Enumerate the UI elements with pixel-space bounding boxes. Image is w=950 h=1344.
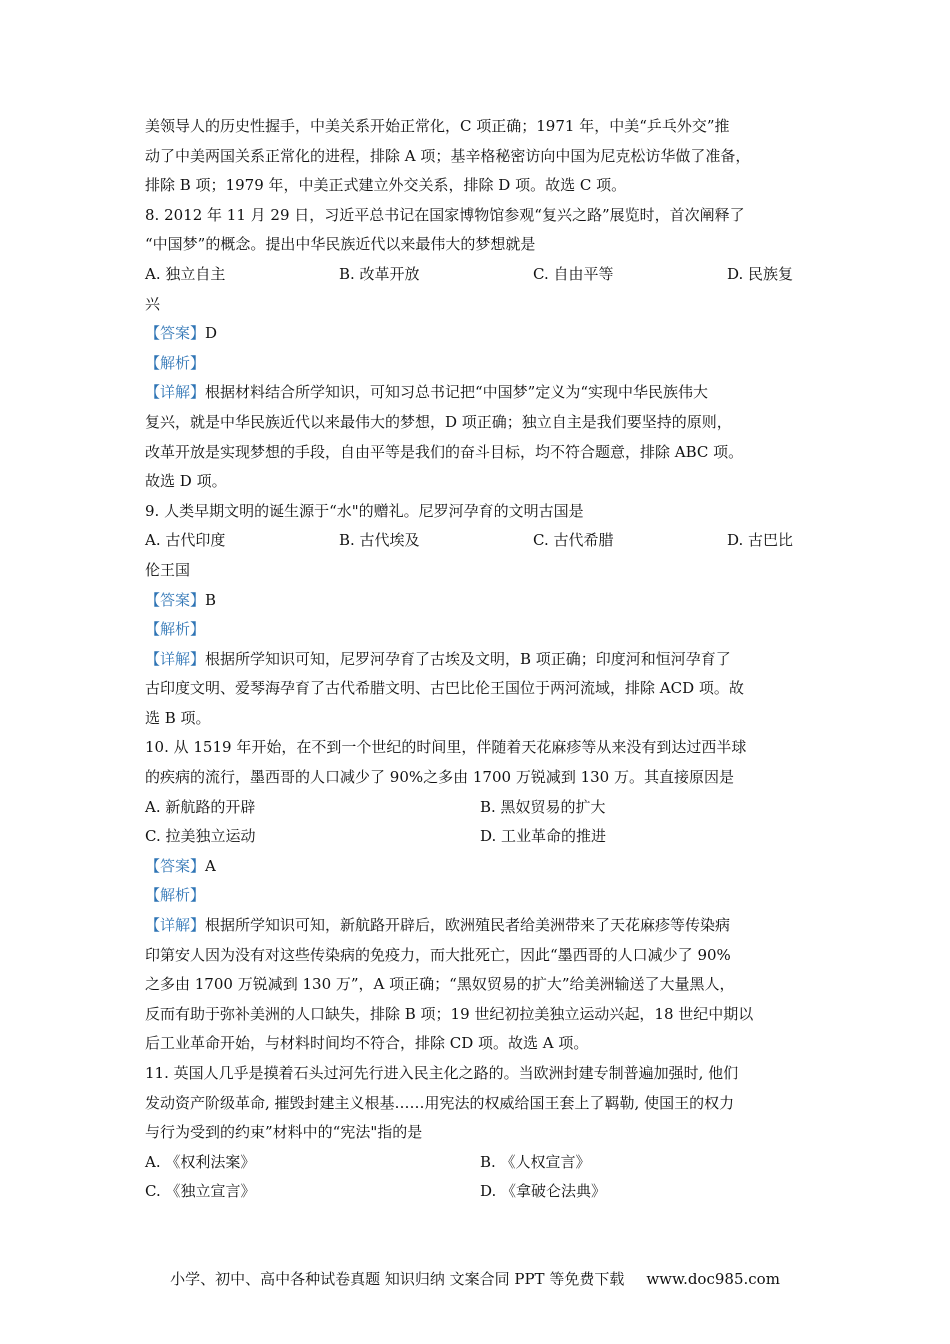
answer-tag: 【答案】 <box>145 590 206 609</box>
analysis-tag: 【解析】 <box>145 886 206 905</box>
q11-option-c: C. 《独立宣言》 <box>145 1182 256 1201</box>
q9-answer <box>145 586 815 616</box>
q9-option-c: C. 古代希腊 <box>533 531 614 550</box>
q8-answer <box>145 319 815 349</box>
q10-stem-line-1: 10. 从 1519 年开始，在不到一个世纪的时间里，伴随着天花麻疹等从来没有到达过西半球 <box>145 738 747 757</box>
q8-option-wrap: 兴 <box>145 294 161 313</box>
q11-options-row-1 <box>145 1148 815 1178</box>
q9-option-a: A. 古代印度 <box>145 531 226 550</box>
q9-analysis <box>145 615 815 645</box>
analysis-tag: 【解析】 <box>145 353 206 372</box>
q10-detail-line-5: 后工业革命开始，与材料时间均不符合，排除 CD 项。故选 A 项。 <box>145 1034 589 1053</box>
intro-line-3: 排除 B 项；1979 年，中美正式建立外交关系，排除 D 项。故选 C 项。 <box>145 176 627 195</box>
q8-option-c: C. 自由平等 <box>533 264 614 283</box>
q11-stem-line-3: 与行为受到的约束”材料中的“宪法"指的是 <box>145 1123 423 1142</box>
q9-detail-line-1 <box>145 645 815 675</box>
q8-detail-text: 根据材料结合所学知识，可知习总书记把“中国梦”定义为“实现中华民族伟大 <box>205 383 709 402</box>
q10-detail-line-3: 之多由 1700 万锐减到 130 万”，A 项正确；“黑奴贸易的扩大”给美洲输送了大量黑人， <box>145 975 735 994</box>
q10-detail-text: 根据所学知识可知，新航路开辟后，欧洲殖民者给美洲带来了天花麻疹等传染病 <box>205 916 731 935</box>
q10-detail-line-4: 反而有助于弥补美洲的人口缺失，排除 B 项；19 世纪初拉美独立运动兴起，18 世纪中期以 <box>145 1004 754 1023</box>
question-9 <box>145 497 815 734</box>
q10-option-d: D. 工业革命的推进 <box>480 827 607 846</box>
q11-stem-line-1: 11. 英国人几乎是摸着石头过河先行进入民主化之路的。当欧洲封建专制普遍加强时, 他们 <box>145 1064 739 1082</box>
q8-option-b: B. 改革开放 <box>339 264 420 283</box>
q9-detail-line-3: 选 B 项。 <box>145 708 211 727</box>
detail-tag: 【详解】 <box>145 649 206 668</box>
footer-text: 小学、初中、高中各种试卷真题 知识归纳 文案合同 PPT 等免费下载 <box>170 1270 625 1288</box>
footer-url: www.doc985.com <box>646 1270 780 1288</box>
q10-stem-line-2: 的疾病的流行，墨西哥的人口减少了 90%之多由 1700 万锐减到 130 万。其直接原因是 <box>145 768 734 787</box>
q8-answer-value: D <box>205 324 218 343</box>
q8-detail-line-1 <box>145 378 815 408</box>
answer-tag: 【答案】 <box>145 856 206 875</box>
q8-option-a: A. 独立自主 <box>145 264 226 283</box>
intro-line-1: 美领导人的历史性握手，中美关系开始正常化，C 项正确；1971 年，中美“乒乓外交”推 <box>145 117 730 135</box>
q10-option-c: C. 拉美独立运动 <box>145 827 256 846</box>
q9-option-b: B. 古代埃及 <box>339 531 420 550</box>
analysis-tag: 【解析】 <box>145 620 206 639</box>
q10-option-a: A. 新航路的开辟 <box>145 797 256 816</box>
q8-detail-line-4: 故选 D 项。 <box>145 472 227 491</box>
q10-option-b: B. 黑奴贸易的扩大 <box>480 797 606 816</box>
q11-option-a: A. 《权利法案》 <box>145 1152 256 1171</box>
q11-option-b: B. 《人权宣言》 <box>480 1152 591 1171</box>
q9-answer-value: B <box>205 590 217 609</box>
q8-options <box>145 260 815 290</box>
q10-detail-line-1 <box>145 911 815 941</box>
question-8 <box>145 201 815 497</box>
page-footer <box>0 1268 950 1289</box>
q11-option-d: D. 《拿破仑法典》 <box>480 1182 607 1201</box>
q10-detail-line-2: 印第安人因为没有对这些传染病的免疫力，而大批死亡，因此“墨西哥的人口减少了 90% <box>145 945 731 964</box>
intro-line-2: 动了中美两国关系正常化的进程，排除 A 项；基辛格秘密访向中国为尼克松访华做了准备， <box>145 146 751 165</box>
detail-tag: 【详解】 <box>145 916 206 935</box>
q10-answer <box>145 852 815 882</box>
q9-option-d: D. 古巴比 <box>727 531 794 550</box>
answer-tag: 【答案】 <box>145 324 206 343</box>
q9-option-wrap: 伦王国 <box>145 560 191 579</box>
q9-options <box>145 526 815 556</box>
q8-stem-line-1: 8. 2012 年 11 月 29 日，习近平总书记在国家博物馆参观“复兴之路”展览时，首次阐释了 <box>145 205 745 224</box>
q8-option-d: D. 民族复 <box>727 264 794 283</box>
q10-options-row-1 <box>145 793 815 823</box>
detail-tag: 【详解】 <box>145 383 206 402</box>
q8-stem-line-2: “中国梦”的概念。提出中华民族近代以来最伟大的梦想就是 <box>145 235 536 254</box>
q9-stem-line-1: 9. 人类早期文明的诞生源于“水"的赠礼。尼罗河孕育的文明古国是 <box>145 501 584 520</box>
question-11 <box>145 1059 815 1207</box>
q8-analysis <box>145 349 815 379</box>
document-body <box>145 112 815 1207</box>
q8-detail-line-3: 改革开放是实现梦想的手段，自由平等是我们的奋斗目标，均不符合题意，排除 ABC 项。 <box>145 442 744 461</box>
q8-detail-line-2: 复兴，就是中华民族近代以来最伟大的梦想，D 项正确；独立自主是我们要坚持的原则， <box>145 412 732 431</box>
q11-stem-line-2: 发动资产阶级革命, 摧毁封建主义根基……用宪法的权威给国王套上了羁勒, 使国王的权力 <box>145 1093 735 1112</box>
question-10 <box>145 733 815 1059</box>
q10-answer-value: A <box>205 856 216 875</box>
q10-analysis <box>145 881 815 911</box>
q9-detail-text: 根据所学知识可知，尼罗河孕育了古埃及文明，B 项正确；印度河和恒河孕育了 <box>205 649 731 668</box>
q10-options-row-2 <box>145 822 815 852</box>
q11-options-row-2 <box>145 1177 815 1207</box>
q9-detail-line-2: 古印度文明、爱琴海孕育了古代希腊文明、古巴比伦王国位于两河流域，排除 ACD 项。故 <box>145 679 744 698</box>
